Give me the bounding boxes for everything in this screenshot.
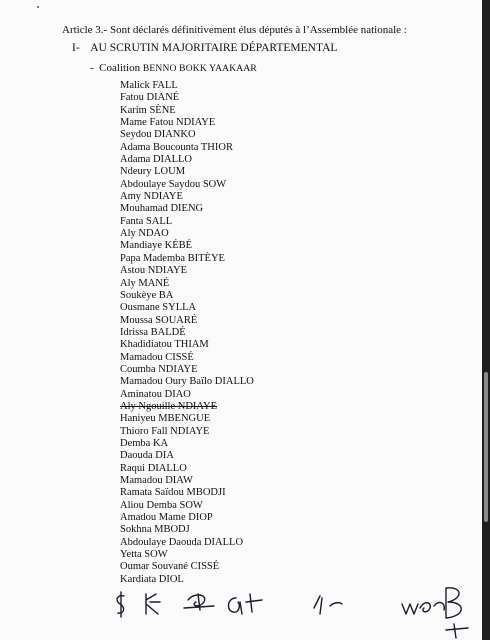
deputy-name: Daouda DIA [120,450,174,462]
deputy-name: Aliou Demba SOW [120,499,203,511]
deputy-name: Aminatou DIAO [120,388,191,400]
deputy-name: Ramata Saïdou MBODJI [120,487,226,499]
deputy-name: Seydou DIANKO [120,129,196,141]
deputy-name: Thioro Fall NDIAYE [120,425,210,437]
section-title: AU SCRUTIN MAJORITAIRE DÉPARTEMENTAL [90,42,338,54]
deputy-name: Mamadou Oury Baïlo DIALLO [120,376,254,388]
deputy-name: Papa Mademba BITÈYE [120,252,225,264]
scrollbar-thumb[interactable] [484,372,488,522]
deputy-name: Abdoulaye Saydou SOW [120,178,227,190]
deputy-name: Khadidiatou THIAM [120,339,209,351]
deputy-name: Moussa SOUARÉ [120,314,198,326]
deputy-name: Raqui DIALLO [120,462,187,474]
deputy-name: Idrissa BALDÉ [120,326,186,338]
deputy-name: Abdoulaye Daouda DIALLO [120,536,244,548]
elected-deputies-list [120,80,254,586]
deputy-name: Mandiaye KÉBÉ [120,240,193,252]
deputy-name: Kardiata DIOL [120,573,184,585]
initial-mark [146,594,160,614]
deputy-name: Malick FALL [120,80,178,91]
vertical-scrollbar[interactable] [482,0,490,640]
deputy-name: Mouhamad DIENG [120,203,204,215]
deputy-name: Astou NDIAYE [120,265,187,277]
deputy-name: Mame Fatou NDIAYE [120,117,216,129]
section-heading [72,42,337,54]
deputy-name: Amadou Mame DIOP [120,512,213,524]
coalition-label: Coalition [99,62,141,74]
deputy-name: Fatou DIANÉ [120,92,180,104]
initial-mark [446,624,468,638]
deputy-name: Soukèye BA [120,289,174,301]
coalition-name: BENNO BOKK YAAKAAR [142,64,257,74]
initial-mark [314,596,342,614]
deputy-name: Ndeury LOUM [120,166,186,178]
deputy-name: Sokhna MBODJ [120,524,190,536]
section-number: I- [72,42,80,54]
deputy-name: Yetta SOW [120,549,168,561]
initial-mark [117,592,124,617]
deputy-name: Coumba NDIAYE [120,363,198,375]
deputy-name: Demba KA [120,437,169,449]
deputy-name: Mamadou CISSÉ [120,351,194,363]
deputy-name: Ousmane SYLLA [120,302,197,314]
deputy-name: Aly NDAO [120,228,169,240]
handwritten-initials [0,580,482,640]
initial-mark [184,594,214,610]
deputy-name: Amy NDIAYE [120,191,183,203]
deputy-name: Haniyeu MBENGUE [120,413,211,425]
deputy-name: Adama DIALLO [120,154,193,166]
coalition-bullet: - [90,62,94,74]
deputy-name: Mamadou DIAW [120,475,193,486]
deputy-name: Aly MANÉ [120,277,170,289]
deputy-name: Karim SÈNE [120,104,176,116]
deputy-name: Adama Boucounta THIOR [120,141,233,153]
deputy-name: Oumar Souvané CISSÉ [120,561,220,573]
initial-mark [402,603,444,614]
scan-speck [37,6,39,8]
deputy-name-struck: Aly Ngouille NDIAYE [120,400,218,412]
initial-mark [446,588,461,618]
coalition-heading [90,62,257,74]
initial-mark [229,594,263,614]
article-heading: Article 3.- Sont déclarés définitivement élus députés à l’Assemblée nationale : [62,24,407,36]
deputy-name: Fanta SALL [120,215,173,227]
